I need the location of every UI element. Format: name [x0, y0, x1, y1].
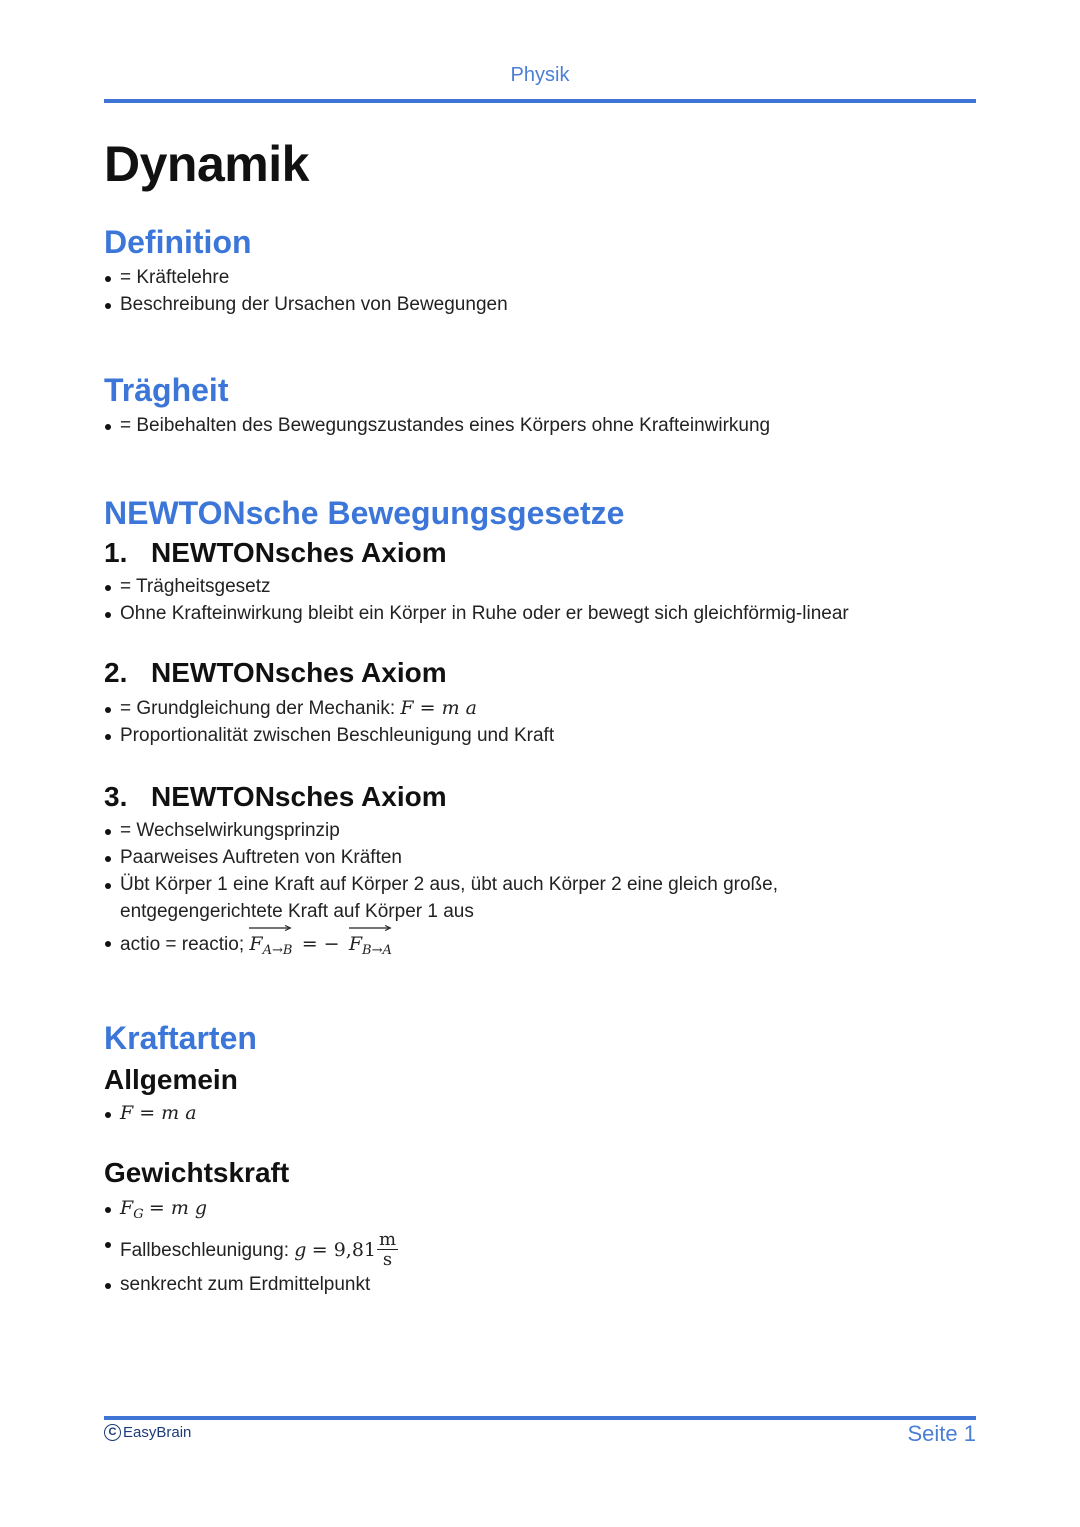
- unit-denominator: s: [382, 1249, 393, 1271]
- fall-text: Fallbeschleunigung:: [120, 1240, 295, 1261]
- list-item: = Beibehalten des Bewegungszustandes eines Körpers ohne Krafteinwirkung: [104, 412, 976, 439]
- section-kraftarten-heading: Kraftarten: [104, 1020, 257, 1056]
- list-item: senkrecht zum Erdmittelpunkt: [104, 1271, 976, 1298]
- axiom-1-title: NEWTONsches Axiom: [151, 537, 447, 568]
- page-number: Seite 1: [907, 1421, 976, 1446]
- footer-divider: [104, 1416, 976, 1420]
- fg-rest: = m g: [148, 1197, 208, 1219]
- vector-f-ba: $F_{B\to A}$: [349, 929, 392, 964]
- axiom-1-number: 1.: [104, 537, 128, 568]
- copyright-icon: C: [104, 1424, 121, 1441]
- list-item: [104, 1195, 976, 1228]
- formula-f-ma-general: F = m a: [120, 1102, 197, 1124]
- axiom-3-list: [104, 817, 976, 964]
- unit-fraction: [377, 1231, 398, 1270]
- axiom-2-number: 2.: [104, 657, 128, 688]
- section-definition-heading: Definition: [104, 224, 252, 260]
- actio-text: actio = reactio;: [120, 934, 250, 955]
- allgemein-heading: Allgemein: [104, 1064, 238, 1095]
- list-item: [104, 695, 976, 722]
- list-item: = Kräftelehre: [104, 264, 976, 291]
- section-newton-heading: NEWTONsche Bewegungsgesetze: [104, 495, 625, 531]
- brand-name: EasyBrain: [123, 1424, 192, 1441]
- list-item: Proportionalität zwischen Beschleunigung und Kraft: [104, 722, 976, 749]
- definition-list: [104, 264, 976, 318]
- list-item: [104, 1230, 976, 1271]
- page-title: Dynamik: [104, 136, 309, 192]
- page-header-subject: Physik: [510, 64, 570, 86]
- list-item: [104, 929, 976, 964]
- axiom-2-list: [104, 695, 976, 749]
- footer-brand: [104, 1424, 191, 1441]
- unit-numerator: m: [379, 1229, 397, 1251]
- document-body: [104, 132, 976, 1298]
- formula-f-ma: F = m a: [400, 697, 477, 719]
- axiom-2-text: = Grundgleichung der Mechanik:: [120, 698, 401, 719]
- g-symbol: g: [294, 1239, 307, 1261]
- vector-f-ab: $F_{A\to B}$: [249, 929, 292, 964]
- list-item: Paarweises Auftreten von Kräften: [104, 844, 976, 871]
- list-item: = Wechselwirkungsprinzip: [104, 817, 976, 844]
- gewichtskraft-list: [104, 1195, 976, 1298]
- fg-symbol: F: [120, 1197, 134, 1219]
- list-item: Ohne Krafteinwirkung bleibt ein Körper in Ruhe oder er bewegt sich gleichförmig-linear: [104, 600, 976, 627]
- list-item: [104, 1100, 976, 1127]
- allgemein-list: [104, 1100, 976, 1127]
- axiom-3-heading: [104, 779, 976, 815]
- axiom-2-heading: [104, 655, 976, 691]
- axiom-1-heading: [104, 535, 976, 571]
- header-divider: [104, 99, 976, 103]
- axiom-3-number: 3.: [104, 781, 128, 812]
- list-item: Übt Körper 1 eine Kraft auf Körper 2 aus, übt auch Körper 2 eine gleich große, entgegengerichtete Kraft auf Körper 1 aus: [104, 871, 824, 925]
- section-traegheit-heading: Trägheit: [104, 372, 229, 408]
- axiom-1-list: [104, 573, 976, 627]
- list-item: = Trägheitsgesetz: [104, 573, 976, 600]
- vector-arrow-icon: [349, 925, 392, 931]
- gewichtskraft-heading: Gewichtskraft: [104, 1157, 290, 1188]
- equals-minus: = −: [301, 933, 340, 955]
- traegheit-list: [104, 412, 976, 439]
- axiom-2-title: NEWTONsches Axiom: [151, 657, 447, 688]
- vector-arrow-icon: [249, 925, 292, 931]
- g-value: = 9,81: [311, 1239, 377, 1261]
- list-item: Beschreibung der Ursachen von Bewegungen: [104, 291, 976, 318]
- axiom-3-title: NEWTONsches Axiom: [151, 781, 447, 812]
- fg-subscript: G: [133, 1207, 144, 1222]
